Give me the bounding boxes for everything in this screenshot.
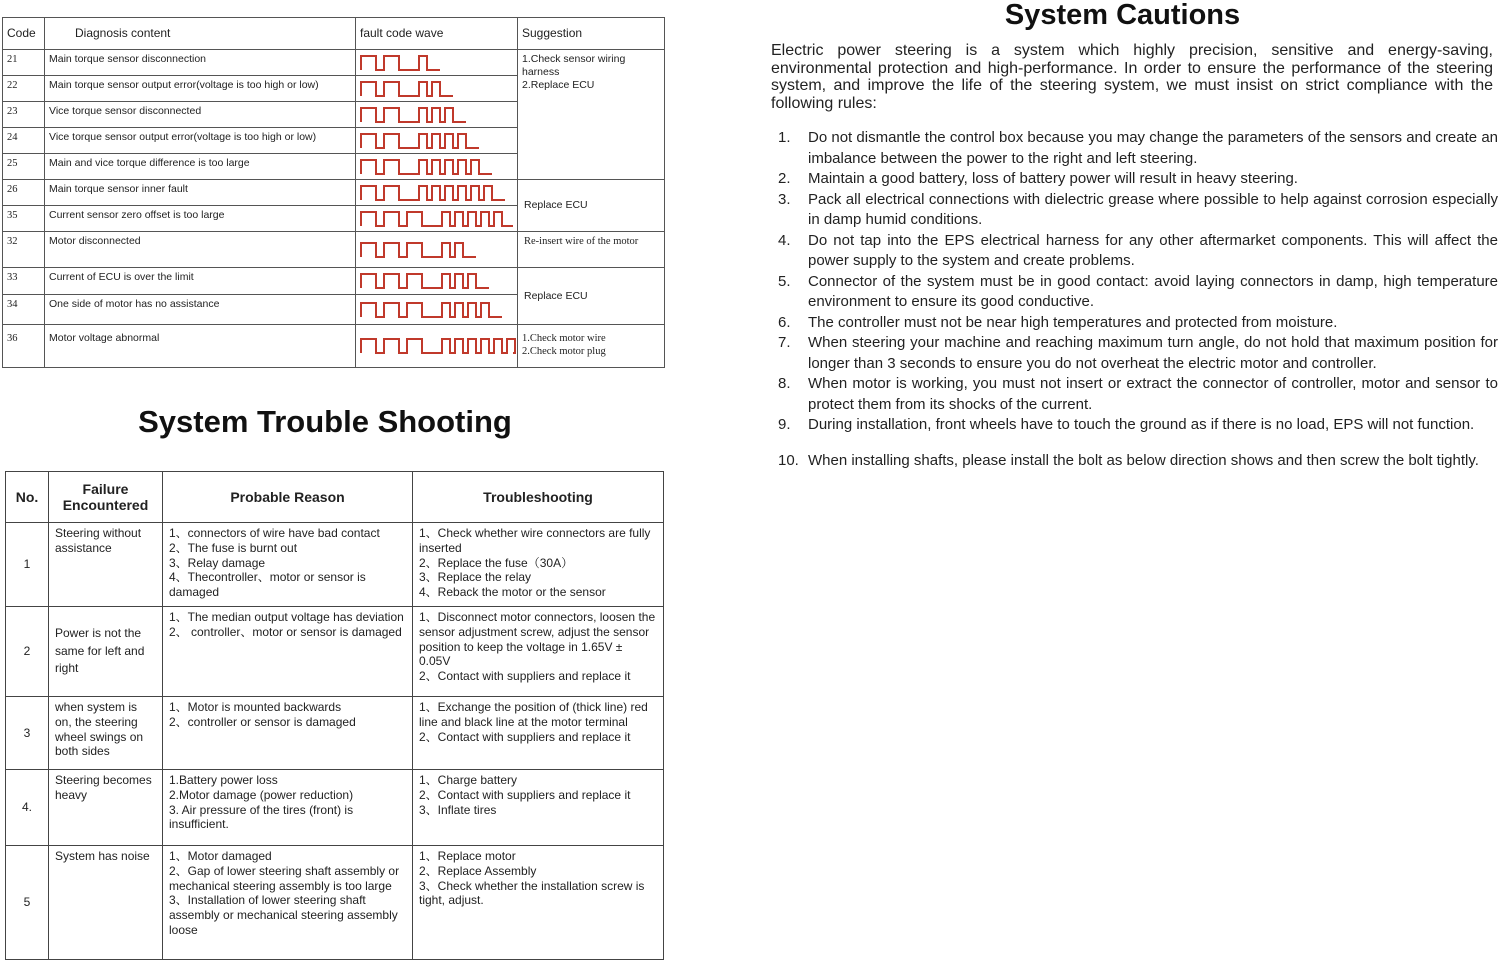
header-failure: Failure Encountered — [49, 472, 163, 523]
fault-wave-cell — [356, 50, 518, 76]
fault-code: 32 — [3, 232, 45, 268]
ts-failure: Steering without assistance — [49, 523, 163, 607]
fix-item: 1、Check whether wire connectors are fully inserted — [419, 526, 651, 555]
fix-item: 3、Check whether the installation screw is tight, adjust. — [419, 878, 645, 908]
fault-code: 24 — [3, 128, 45, 154]
suggestion: Replace ECU — [518, 268, 665, 325]
reason-item: 1、connectors of wire have bad contact — [169, 526, 380, 540]
fault-wave — [358, 240, 516, 260]
wave-line — [361, 339, 516, 353]
table-row — [6, 607, 664, 697]
suggestion-text: 1.Check motor wire 2.Check motor plug — [522, 333, 606, 357]
ts-fixes — [413, 770, 664, 846]
cautions-list — [770, 128, 1498, 473]
fix-item: 2、Replace Assembly — [419, 863, 537, 878]
fix-item: 3、Inflate tires — [419, 802, 497, 817]
table-row — [6, 523, 664, 607]
caution-number: 4. — [778, 231, 791, 249]
ts-reasons — [163, 770, 413, 846]
table-row — [3, 50, 665, 76]
ts-fixes — [413, 523, 664, 607]
suggestion — [518, 50, 665, 180]
caution-text: When installing shafts, please install the bolt as below direction shows and then screw the bolt tightly. — [808, 451, 1479, 469]
fix-item: 2、Contact with suppliers and replace it — [419, 669, 631, 684]
fix-item: 1、Replace motor — [419, 849, 516, 863]
ts-reasons — [163, 846, 413, 960]
fault-code: 26 — [3, 180, 45, 206]
fault-wave — [358, 53, 516, 73]
caution-text: Pack all electrical connections with dielectric grease where possible to help against corrosion especially in damp humid conditions. — [808, 190, 1498, 228]
ts-failure: System has noise — [49, 846, 163, 960]
caution-number: 7. — [778, 334, 791, 351]
reason-item: 2、Gap of lower steering shaft assembly or mechanical steering assembly is too large — [169, 863, 400, 893]
caution-number: 1. — [778, 129, 791, 146]
table-row — [3, 232, 665, 268]
fix-item: 2、Contact with suppliers and replace it — [419, 729, 631, 744]
ts-number: 3 — [6, 697, 49, 770]
fault-code: 33 — [3, 268, 45, 295]
fault-description: One side of motor has no assistance — [45, 295, 356, 325]
fault-description: Main torque sensor disconnection — [45, 50, 356, 76]
fault-table-header — [3, 18, 665, 50]
wave-line — [361, 160, 492, 174]
reason-item: 1、Motor damaged — [169, 849, 272, 863]
fault-code: 35 — [3, 206, 45, 232]
fault-wave-cell — [356, 76, 518, 102]
ts-number: 1 — [6, 523, 49, 607]
wave-line — [361, 82, 453, 96]
ts-reasons — [163, 523, 413, 607]
caution-item — [770, 333, 1498, 374]
fault-wave — [358, 209, 516, 229]
ts-number: 5 — [6, 846, 49, 960]
caution-item — [770, 128, 1498, 169]
fix-item: 1、Disconnect motor connectors, loosen the sensor adjustment screw, adjust the sensor position to keep the voltage in 1.65V ± 0.05V — [419, 610, 656, 669]
header-troubleshooting: Troubleshooting — [413, 472, 664, 523]
fault-description: Vice torque sensor output error(voltage is too high or low) — [45, 128, 356, 154]
fault-code: 36 — [3, 325, 45, 368]
table-row — [6, 697, 664, 770]
wave-line — [361, 56, 440, 70]
caution-text: When motor is working, you must not insert or extract the connector of controller, motor and sensor to protect them from its shocks of the current. — [808, 375, 1498, 413]
caution-text: The controller must not be near high temperatures and protected from moisture. — [808, 313, 1338, 331]
caution-item — [770, 448, 1498, 473]
caution-item — [770, 231, 1498, 272]
wave-line — [361, 243, 476, 257]
header-diagnosis: Diagnosis content — [45, 18, 356, 50]
fault-wave — [358, 157, 516, 177]
wave-line — [361, 186, 505, 200]
fix-item: 1、Exchange the position of (thick line) red line and black line at the motor terminal — [419, 700, 648, 729]
header-reason: Probable Reason — [163, 472, 413, 523]
fault-wave-cell — [356, 206, 518, 232]
caution-number: 9. — [778, 416, 791, 433]
fault-description: Main torque sensor output error(voltage is too high or low) — [45, 76, 356, 102]
reason-item: 1、The median output voltage has deviation — [169, 610, 404, 624]
ts-fixes — [413, 607, 664, 697]
reason-item: 3、Relay damage — [169, 555, 266, 570]
header-code: Code — [3, 18, 45, 50]
fault-code: 34 — [3, 295, 45, 325]
caution-item — [770, 415, 1498, 436]
reason-item: 2.Motor damage (power reduction) — [169, 787, 354, 802]
fault-description: Current of ECU is over the limit — [45, 268, 356, 295]
fault-wave — [358, 300, 516, 320]
fault-code-table — [2, 17, 665, 368]
suggestion — [518, 325, 665, 368]
reason-item: 4、Thecontroller、motor or sensor is damaged — [169, 570, 366, 600]
fault-wave-cell — [356, 128, 518, 154]
fault-wave-cell — [356, 232, 518, 268]
cautions-intro: Electric power steering is a system which highly precision, sensitive and energy-saving, environmental protection and high-performance. In order to ensure the performance of the steering system, and improve the life of the steering system, we must insist on strict compliance with the following rules: — [771, 42, 1493, 112]
fix-item: 1、Charge battery — [419, 773, 518, 787]
fault-wave — [358, 183, 516, 203]
ts-fixes — [413, 846, 664, 960]
fix-item: 2、Replace the fuse（30A） — [419, 555, 574, 570]
ts-table-body — [6, 523, 664, 960]
caution-number: 5. — [778, 272, 791, 290]
header-no: No. — [6, 472, 49, 523]
ts-failure: Power is not the same for left and right — [49, 607, 163, 697]
caution-number: 6. — [778, 313, 791, 331]
ts-number: 2 — [6, 607, 49, 697]
fault-wave — [358, 336, 516, 356]
caution-item — [770, 190, 1498, 231]
fault-code: 25 — [3, 154, 45, 180]
caution-text: Connector of the system must be in good contact: avoid laying connectors in damp, high temperature environment to ensure its good conductive. — [808, 272, 1498, 310]
caution-text: When steering your machine and reaching maximum turn angle, do not hold that maximum position for longer than 3 seconds to ensure you do not overheat the electric motor and controller. — [808, 334, 1498, 372]
fault-wave — [358, 79, 516, 99]
ts-table-header — [6, 472, 664, 523]
fault-wave-cell — [356, 325, 518, 368]
fault-wave-cell — [356, 268, 518, 295]
fault-wave — [358, 105, 516, 125]
trouble-shooting-table — [5, 471, 664, 960]
caution-text: Do not tap into the EPS electrical harness for any other aftermarket components. This will affect the power supply to the system and create problems. — [808, 231, 1498, 269]
reason-item: 2、 controller、motor or sensor is damaged — [169, 624, 402, 639]
fault-description: Motor voltage abnormal — [45, 325, 356, 368]
fault-wave — [358, 271, 516, 291]
wave-line — [361, 108, 466, 122]
ts-reasons — [163, 697, 413, 770]
fault-code: 23 — [3, 102, 45, 128]
ts-failure: when system is on, the steering wheel swings on both sides — [49, 697, 163, 770]
suggestion: Re-insert wire of the motor — [518, 232, 665, 268]
table-row — [3, 180, 665, 206]
table-row — [3, 325, 665, 368]
reason-item: 1、Motor is mounted backwards — [169, 700, 342, 714]
caution-number: 10. — [778, 451, 799, 469]
reason-item: 2、The fuse is burnt out — [169, 540, 298, 555]
suggestion-text: 1.Check sensor wiring harness 2.Replace ECU — [522, 53, 626, 91]
caution-number: 8. — [778, 375, 791, 392]
fault-wave-cell — [356, 180, 518, 206]
caution-text: Maintain a good battery, loss of battery power will result in heavy steering. — [808, 170, 1298, 187]
table-row — [3, 268, 665, 295]
reason-item: 3、Installation of lower steering shaft assembly or mechanical steering assembly loose — [169, 893, 398, 937]
cautions-title: System Cautions — [1004, 0, 1241, 31]
caution-item — [770, 374, 1498, 415]
table-row — [6, 770, 664, 846]
wave-line — [361, 274, 489, 288]
fault-wave-cell — [356, 295, 518, 325]
header-wave: fault code wave — [356, 18, 518, 50]
suggestion: Replace ECU — [518, 180, 665, 232]
fix-item: 2、Contact with suppliers and replace it — [419, 787, 631, 802]
fault-description: Vice torque sensor disconnected — [45, 102, 356, 128]
wave-line — [361, 134, 479, 148]
reason-item: 3. Air pressure of the tires (front) is insufficient. — [169, 802, 354, 832]
fault-wave-cell — [356, 154, 518, 180]
fault-code: 21 — [3, 50, 45, 76]
fault-wave — [358, 131, 516, 151]
fault-wave-cell — [356, 102, 518, 128]
caution-number: 3. — [778, 190, 791, 208]
caution-text: During installation, front wheels have to touch the ground as if there is no load, EPS will not function. — [808, 416, 1475, 433]
caution-item — [770, 272, 1498, 313]
fault-description: Motor disconnected — [45, 232, 356, 268]
caution-text: Do not dismantle the control box because you may change the parameters of the sensors and create an imbalance between the power to the right and left steering. — [808, 129, 1498, 167]
fault-code: 22 — [3, 76, 45, 102]
fix-item: 3、Replace the relay — [419, 570, 532, 585]
reason-item: 2、controller or sensor is damaged — [169, 714, 356, 729]
fault-description: Current sensor zero offset is too large — [45, 206, 356, 232]
wave-line — [361, 303, 502, 317]
caution-number: 2. — [778, 170, 791, 187]
fault-description: Main torque sensor inner fault — [45, 180, 356, 206]
ts-failure: Steering becomes heavy — [49, 770, 163, 846]
caution-item — [770, 169, 1498, 190]
ts-reasons — [163, 607, 413, 697]
trouble-shooting-title: System Trouble Shooting — [138, 404, 512, 439]
header-suggestion: Suggestion — [518, 18, 665, 50]
table-row — [6, 846, 664, 960]
ts-number: 4. — [6, 770, 49, 846]
wave-line — [361, 212, 513, 226]
fault-description: Main and vice torque difference is too large — [45, 154, 356, 180]
fix-item: 4、Reback the motor or the sensor — [419, 585, 606, 600]
caution-item — [770, 313, 1498, 334]
ts-fixes — [413, 697, 664, 770]
reason-item: 1.Battery power loss — [169, 773, 278, 787]
